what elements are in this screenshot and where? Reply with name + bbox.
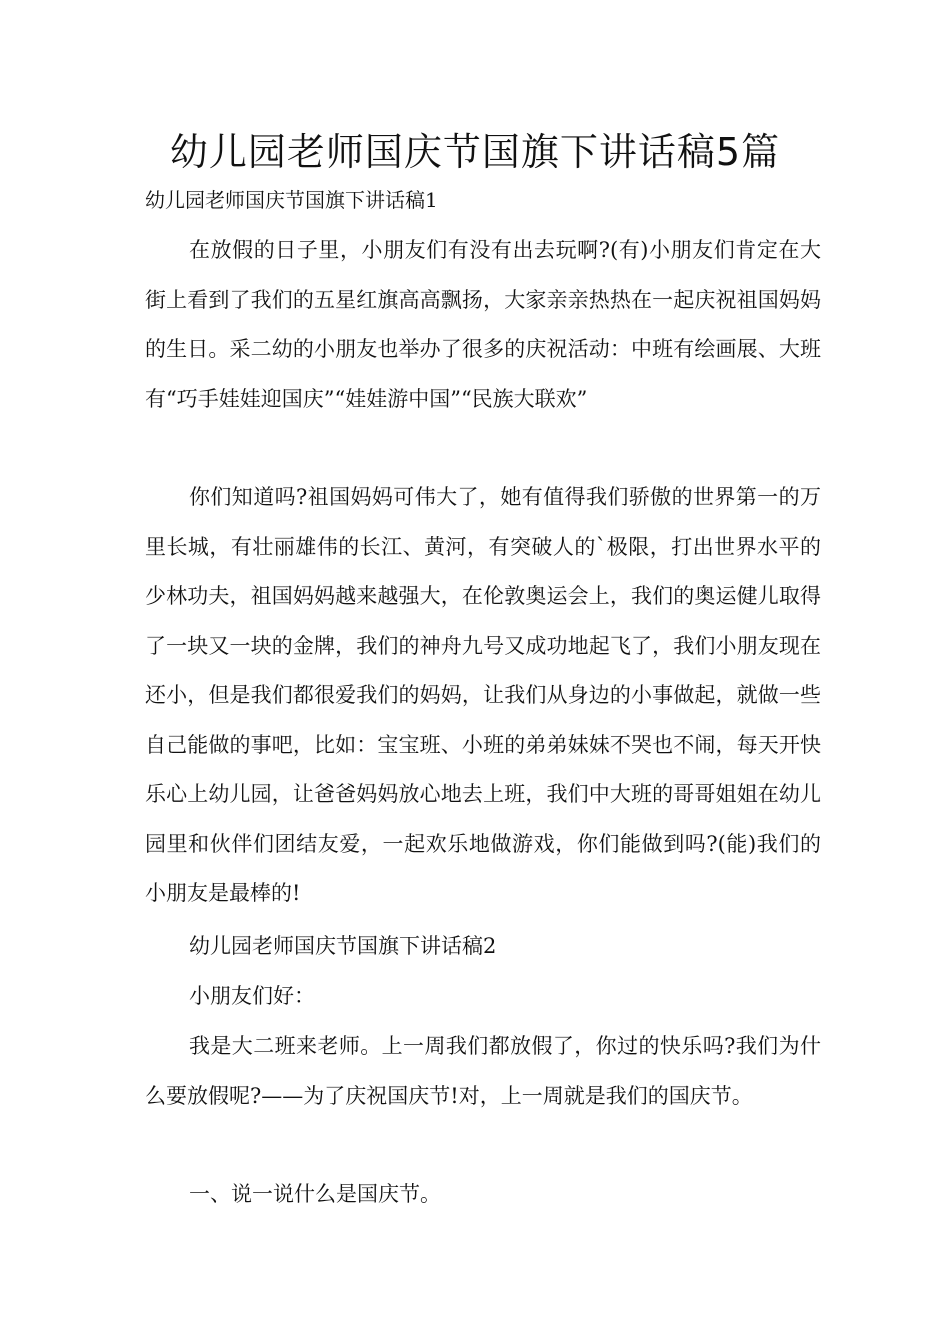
section-heading-1: 幼儿园老师国庆节国旗下讲话稿1 [145,188,438,212]
document-title: 幼儿园老师国庆节国旗下讲话稿5篇 [169,130,781,174]
greeting: 小朋友们好： [189,984,315,1008]
paragraph-4: 一、说一说什么是国庆节。 [189,1182,441,1206]
paragraph-2: 你们知道吗?祖国妈妈可伟大了，她有值得我们骄傲的世界第一的万里长城，有壮丽雄伟的长江、黄河，有突破人的`极限，打出世界水平的少林功夫，祖国妈妈越来越强大，在伦敦奥运会上，我们的奥运健儿取得了一块又一块的金牌，我们的神舟九号又成功地起飞了，我们小朋友现在还小，但是我们都很爱我们的妈妈，让我们从身边的小事做起，就做一些自己能做的事吧，比如：宝宝班、小班的弟弟妹妹不哭也不闹，每天开快乐心上幼儿园，让爸爸妈妈放心地去上班，我们中大班的哥哥姐姐在幼儿园里和伙伴们团结友爱，一起欢乐地做游戏，你们能做到吗?(能)我们的小朋友是最棒的! [145,485,821,905]
section-heading-2: 幼儿园老师国庆节国旗下讲话稿2 [189,934,497,958]
paragraph-3: 我是大二班来老师。上一周我们都放假了，你过的快乐吗?我们为什么要放假呢?——为了庆祝国庆节!对，上一周就是我们的国庆节。 [145,1034,821,1108]
paragraph-1: 在放假的日子里，小朋友们有没有出去玩啊?(有)小朋友们肯定在大街上看到了我们的五星红旗高高飘扬，大家亲亲热热在一起庆祝祖国妈妈的生日。采二幼的小朋友也举办了很多的庆祝活动：中班有绘画展、大班有“巧手娃娃迎国庆”“娃娃游中国”“民族大联欢” [145,238,821,411]
